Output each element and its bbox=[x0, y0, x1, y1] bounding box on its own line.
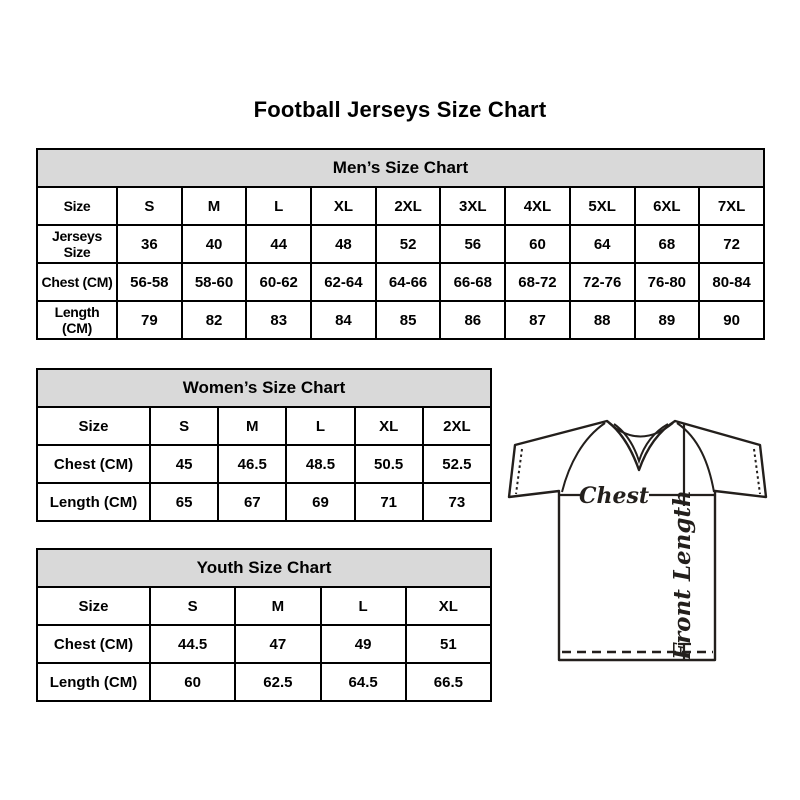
size-cell: 65 bbox=[150, 483, 218, 521]
table-row bbox=[37, 625, 491, 663]
size-cell: 49 bbox=[321, 625, 406, 663]
size-cell: 76-80 bbox=[635, 263, 700, 301]
jersey-measurement-diagram bbox=[503, 408, 773, 680]
size-cell: 72 bbox=[699, 225, 764, 263]
row-label: Length (CM) bbox=[37, 663, 150, 701]
size-cell: M bbox=[182, 187, 247, 225]
table-header-row bbox=[37, 369, 491, 407]
size-cell: 45 bbox=[150, 445, 218, 483]
row-label: Size bbox=[37, 187, 117, 225]
size-cell: 40 bbox=[182, 225, 247, 263]
size-cell: 47 bbox=[235, 625, 320, 663]
table-row bbox=[37, 187, 764, 225]
chest-measure-label: Chest bbox=[578, 483, 650, 509]
size-cell: 69 bbox=[286, 483, 354, 521]
row-label: Size bbox=[37, 407, 150, 445]
row-label: Jerseys Size bbox=[37, 225, 117, 263]
size-cell: 50.5 bbox=[355, 445, 423, 483]
size-cell: 2XL bbox=[423, 407, 491, 445]
size-cell: 51 bbox=[406, 625, 491, 663]
size-cell: 2XL bbox=[376, 187, 441, 225]
size-cell: 84 bbox=[311, 301, 376, 339]
size-cell: L bbox=[286, 407, 354, 445]
size-cell: 7XL bbox=[699, 187, 764, 225]
size-cell: 60 bbox=[150, 663, 235, 701]
mens-size-table bbox=[36, 148, 765, 340]
table-header-row bbox=[37, 549, 491, 587]
page-title: Football Jerseys Size Chart bbox=[253, 97, 547, 122]
size-cell: 64-66 bbox=[376, 263, 441, 301]
womens-table-title: Women’s Size Chart bbox=[37, 369, 491, 407]
row-label: Chest (CM) bbox=[37, 625, 150, 663]
size-cell: 87 bbox=[505, 301, 570, 339]
size-cell: 85 bbox=[376, 301, 441, 339]
row-label: Size bbox=[37, 587, 150, 625]
youth-size-table bbox=[36, 548, 492, 702]
size-cell: 56-58 bbox=[117, 263, 182, 301]
size-cell: 46.5 bbox=[218, 445, 286, 483]
table-row bbox=[37, 483, 491, 521]
size-cell: 44 bbox=[246, 225, 311, 263]
row-label: Chest (CM) bbox=[37, 263, 117, 301]
size-cell: 52 bbox=[376, 225, 441, 263]
size-cell: 68-72 bbox=[505, 263, 570, 301]
row-label: Chest (CM) bbox=[37, 445, 150, 483]
size-cell: 66.5 bbox=[406, 663, 491, 701]
table-row bbox=[37, 225, 764, 263]
row-label: Length (CM) bbox=[37, 301, 117, 339]
size-cell: 60-62 bbox=[246, 263, 311, 301]
table-header-row bbox=[37, 149, 764, 187]
table-row bbox=[37, 445, 491, 483]
size-cell: 89 bbox=[635, 301, 700, 339]
size-cell: 68 bbox=[635, 225, 700, 263]
size-cell: 64.5 bbox=[321, 663, 406, 701]
size-cell: L bbox=[321, 587, 406, 625]
size-cell: M bbox=[235, 587, 320, 625]
size-cell: 4XL bbox=[505, 187, 570, 225]
size-cell: 36 bbox=[117, 225, 182, 263]
size-cell: XL bbox=[311, 187, 376, 225]
size-cell: 5XL bbox=[570, 187, 635, 225]
youth-table-title: Youth Size Chart bbox=[37, 549, 491, 587]
size-cell: S bbox=[150, 407, 218, 445]
row-label: Length (CM) bbox=[37, 483, 150, 521]
size-cell: 86 bbox=[440, 301, 505, 339]
size-cell: 66-68 bbox=[440, 263, 505, 301]
size-cell: 48 bbox=[311, 225, 376, 263]
mens-table-title: Men’s Size Chart bbox=[37, 149, 764, 187]
table-row bbox=[37, 301, 764, 339]
size-cell: M bbox=[218, 407, 286, 445]
size-cell: 62.5 bbox=[235, 663, 320, 701]
table-row bbox=[37, 587, 491, 625]
size-cell: 62-64 bbox=[311, 263, 376, 301]
size-cell: 6XL bbox=[635, 187, 700, 225]
size-cell: 90 bbox=[699, 301, 764, 339]
size-cell: 88 bbox=[570, 301, 635, 339]
table-row bbox=[37, 663, 491, 701]
size-cell: 67 bbox=[218, 483, 286, 521]
size-cell: 72-76 bbox=[570, 263, 635, 301]
size-cell: 82 bbox=[182, 301, 247, 339]
size-cell: XL bbox=[406, 587, 491, 625]
size-cell: 58-60 bbox=[182, 263, 247, 301]
size-cell: 48.5 bbox=[286, 445, 354, 483]
table-row bbox=[37, 407, 491, 445]
front-length-measure-label: Front Length bbox=[669, 490, 696, 660]
size-cell: 73 bbox=[423, 483, 491, 521]
size-cell: 83 bbox=[246, 301, 311, 339]
size-cell: 44.5 bbox=[150, 625, 235, 663]
size-cell: 79 bbox=[117, 301, 182, 339]
size-cell: 80-84 bbox=[699, 263, 764, 301]
size-cell: 3XL bbox=[440, 187, 505, 225]
size-cell: L bbox=[246, 187, 311, 225]
size-cell: 56 bbox=[440, 225, 505, 263]
size-cell: 52.5 bbox=[423, 445, 491, 483]
table-row bbox=[37, 263, 764, 301]
size-cell: 71 bbox=[355, 483, 423, 521]
size-cell: XL bbox=[355, 407, 423, 445]
size-cell: S bbox=[117, 187, 182, 225]
size-cell: 64 bbox=[570, 225, 635, 263]
size-cell: S bbox=[150, 587, 235, 625]
womens-size-table bbox=[36, 368, 492, 522]
size-cell: 60 bbox=[505, 225, 570, 263]
